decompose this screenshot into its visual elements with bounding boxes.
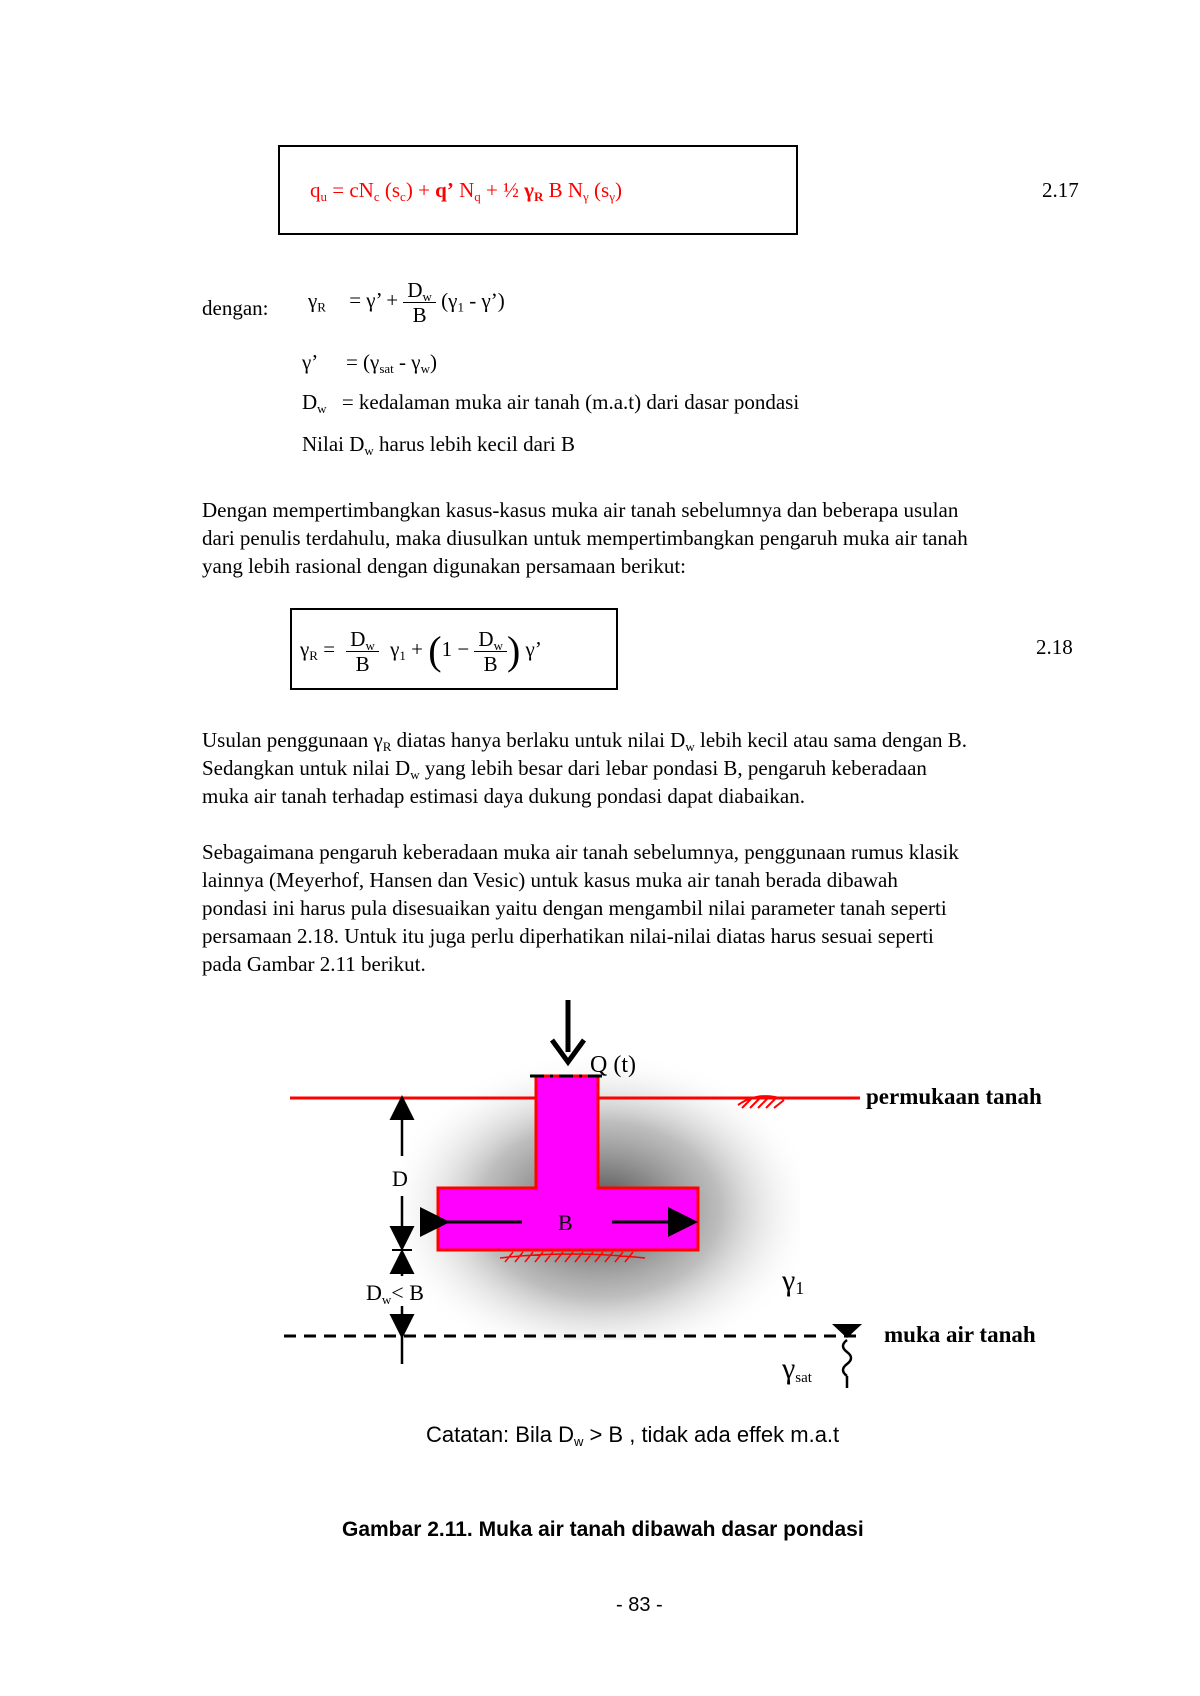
paragraph-3: Sebagaimana pengaruh keberadaan muka air tanah sebelumnya, penggunaan rumus klasik lainnya (Meyerhof, Hansen dan Vesic) untuk kasus muka air tanah berada dibawah pondasi ini harus pula disesuaikan yaitu dengan mengambil nilai parameter tanah seperti persamaan 2.18. Untuk itu juga perlu diperhatikan nilai-nilai diatas harus sesuai seperti pada Gambar 2.11 berikut. (202, 840, 959, 976)
ground-surface-label: permukaan tanah (866, 1084, 1042, 1109)
page-number: - 83 - (616, 1594, 663, 1616)
paragraph-2: Usulan penggunaan $\gamma_R$ diatas hanya berlaku untuk nilai $D_w$ lebih kecil atau sama dengan B. Sedangkan untuk nilai $D_w$ yang lebih besar dari lebar pondasi B, pengaruh keberadaan muka air tanah terhadap estimasi daya dukung pondasi dapat diabaikan. (202, 728, 968, 808)
definitions-intro: dengan: (202, 296, 269, 320)
water-table-label: muka air tanah (884, 1322, 1036, 1347)
gamma1-label: $\gamma_1$ (782, 1264, 805, 1298)
equation-number-2-18: 2.18 (1036, 635, 1073, 659)
load-label: Q (t) (590, 1052, 636, 1078)
definition-gamma-prime: γ’ = $(\gamma_{sat} - \gamma_w)$ (302, 350, 437, 376)
depth-label: D (392, 1166, 408, 1191)
water-table-symbol (832, 1324, 862, 1338)
figure-note: Catatan: Bila $D_w > B$ , tidak ada effek m.a.t (426, 1422, 840, 1449)
width-label: B (558, 1210, 573, 1235)
figure-caption: Gambar 2.11. Muka air tanah dibawah dasar pondasi (342, 1518, 864, 1541)
dw-label: $D_w< B$ (366, 1280, 424, 1307)
water-table-spring (843, 1340, 851, 1388)
gamma-sat-label: $\gamma_{sat}$ (782, 1352, 812, 1386)
definition-dw: $D_w$ = kedalaman muka air tanah (m.a.t) dari dasar pondasi (302, 390, 800, 416)
equation-2-17: $q_u = cN_c$ $(s_c) + q$’ $N_q$ + ½ $\gamma_R$ B $N_\gamma$ $(s_\gamma)$ (310, 178, 622, 204)
equation-2-18: $\gamma_R$ = $\frac{D_w}{B}$ $\gamma_1 + (1$ − $\frac{D_w}{B}$ ) γ’ (300, 626, 542, 676)
definition-dw-note: Nilai $D_w$ harus lebih kecil dari B (302, 432, 575, 458)
paragraph-1: Dengan mempertimbangkan kasus-kasus muka air tanah sebelumnya dan beberapa usulan dari penulis terdahulu, maka diusulkan untuk mempertimbangkan pengaruh muka air tanah yang lebih rasional dengan digunakan persamaan berikut: (202, 498, 968, 578)
definition-gamma-r: $\gamma_R = \gamma$’ + $\frac{D_w}{B}$ ($\gamma_1$ - γ’) (308, 278, 505, 327)
equation-number-2-17: 2.17 (1042, 178, 1079, 202)
